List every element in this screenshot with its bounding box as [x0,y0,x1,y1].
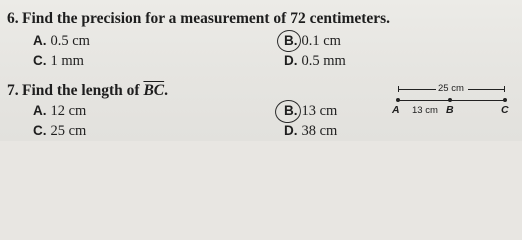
option-text: 0.5 mm [301,53,346,69]
option-letter: B. [284,33,298,48]
point-c-label: C [501,104,509,116]
segment-diagram [390,82,516,118]
question-prompt: Find the precision for a measurement of 72 centimeters. [22,10,391,27]
question-number: 7. [7,82,19,99]
option-letter: D. [284,53,298,68]
point-b-label: B [446,104,454,116]
option-text: 13 cm [301,103,338,119]
option-text: 0.5 cm [50,33,90,49]
measure-line-right [468,89,504,90]
measure-line-left [398,89,436,90]
option-text: 25 cm [50,123,87,139]
option-text: 38 cm [301,123,338,139]
option-letter: A. [33,33,47,48]
prompt-end: . [164,82,168,99]
option-text: 1 mm [50,53,84,69]
ab-length-label: 13 cm [412,105,438,116]
point-a-label: A [392,104,400,116]
question-number: 6. [7,10,19,27]
option-letter: C. [33,123,47,138]
total-length-label: 25 cm [438,83,464,94]
option-a[interactable] [33,33,90,50]
option-letter: A. [33,103,47,118]
question-prompt [22,82,168,100]
option-letter: C. [33,53,47,68]
option-letter: B. [284,103,298,118]
measure-tick-right [504,86,505,92]
prompt-text: Find the length of [22,82,144,99]
option-a[interactable] [33,103,86,120]
option-letter: D. [284,123,298,138]
option-text: 0.1 cm [301,33,341,49]
option-c[interactable] [33,123,86,140]
segment-label: $\overline{BC}$ [143,82,165,99]
option-d[interactable] [284,53,346,70]
point-b-dot [448,98,452,102]
point-c-dot [503,98,507,102]
option-d[interactable] [284,123,337,140]
option-c[interactable] [33,53,84,70]
option-text: 12 cm [50,103,87,119]
point-a-dot [396,98,400,102]
